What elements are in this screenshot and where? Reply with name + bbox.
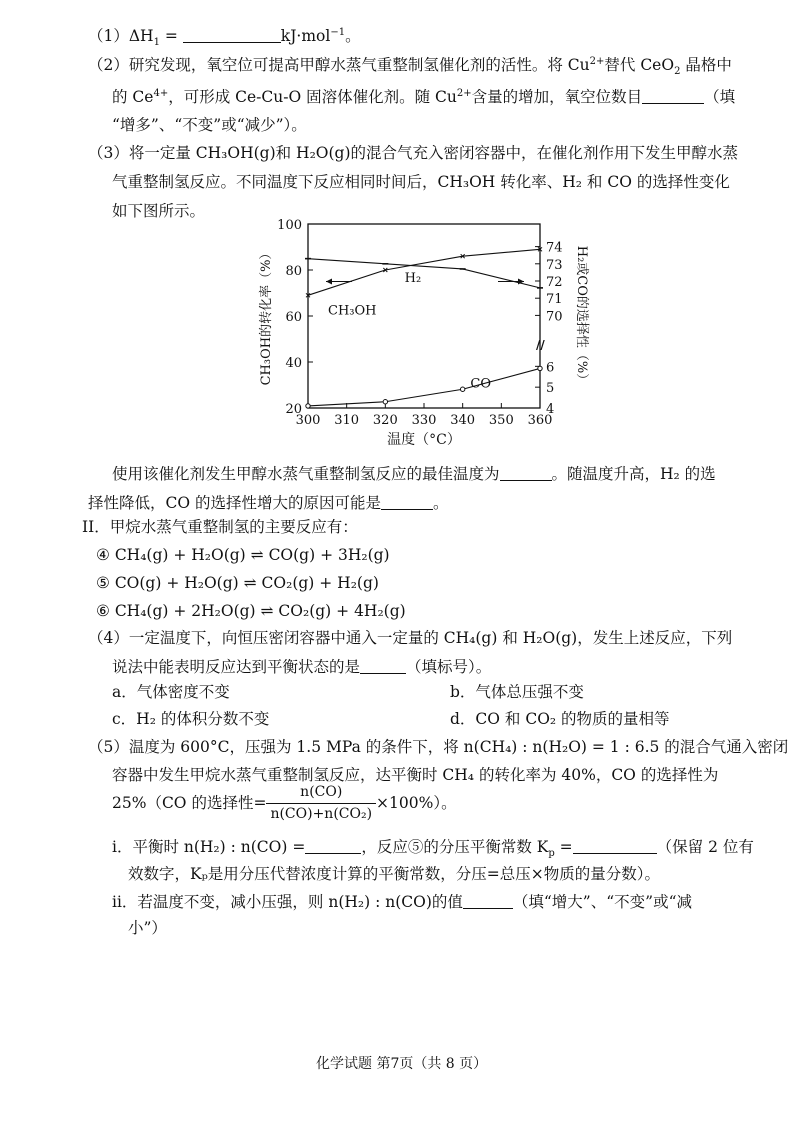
y-right-lower-tick-label: 6	[546, 360, 555, 376]
x-tick-label: 330	[411, 413, 437, 428]
left-axis-arrow-head	[326, 279, 332, 285]
y-right-upper-tick-label: 71	[546, 292, 563, 308]
y-left-tick-label: 80	[285, 264, 302, 279]
x-axis-label: 温度（°C）	[387, 432, 461, 448]
axis-break-mark: //	[536, 338, 545, 352]
q5-ii-line-1: ⅱ．若温度不变，减小压强，则 n(H₂) : n(CO)的值 （填“增大”、“不变”或“减	[112, 893, 692, 911]
y-left-axis-label: CH₃OH的转化率（%）	[259, 246, 274, 386]
y-right-axis-label: H₂或CO的选择性（%）	[574, 245, 589, 387]
answer-blank-q5-ii[interactable]	[463, 894, 513, 909]
series-line-right-lower	[308, 368, 540, 406]
q3-line-1: （3）将一定量 CH₃OH(g)和 H₂O(g)的混合气充入密闭容器中，在催化剂作用下发生甲醇水蒸	[88, 144, 739, 162]
reaction-6: ⑥ CH₄(g) + 2H₂O(g) ⇌ CO₂(g) + 4H₂(g)	[96, 602, 406, 620]
q5-i-line-2: 效数字，Kₚ是用分压代替浓度计算的平衡常数，分压=总压×物质的量分数）。	[128, 865, 661, 883]
page-footer: 化学试题 第7页（共 8 页）	[316, 1056, 488, 1072]
q4-line-1: （4）一定温度下，向恒压密闭容器中通入一定量的 CH₄(g) 和 H₂O(g)，发生上述反应，下列	[88, 629, 733, 647]
q2-line-1: （2）研究发现，氧空位可提高甲醇水蒸气重整制氢催化剂的活性。将 $Cu^{2+}$替代 CeO$_2$ 晶格中	[88, 55, 732, 78]
answer-blank-q2[interactable]	[642, 89, 704, 104]
q1-line: $(1)\Delta H_1 = kJ\cdot mol^{-1}$。	[88, 26, 361, 49]
y-left-tick-label: 60	[285, 310, 302, 325]
q4-option-a[interactable]: a．气体密度不变	[112, 683, 230, 701]
x-tick-label: 320	[372, 413, 398, 428]
q3-line-2: 气重整制氢反应。不同温度下反应相同时间后，CH₃OH 转化率、H₂ 和 CO 的选择性变化	[112, 173, 730, 191]
y-right-lower-tick-label: 4	[546, 402, 555, 417]
methanol-reforming-chart	[250, 212, 600, 452]
y-left-tick-label: 100	[277, 218, 302, 233]
part-ii-title: II．甲烷水蒸气重整制氢的主要反应有：	[82, 518, 358, 536]
q4-option-b[interactable]: b．气体总压强不变	[450, 683, 584, 701]
series-label-ch3oh: CH₃OH	[328, 303, 377, 319]
q3-line-3: 如下图所示。	[112, 202, 206, 220]
y-left-tick-label: 20	[285, 402, 302, 417]
data-point	[538, 366, 542, 370]
q4-option-c[interactable]: c．H₂ 的体积分数不变	[112, 710, 270, 728]
x-tick-label: 360	[527, 413, 553, 428]
y-right-upper-tick-label: 74	[546, 240, 563, 256]
y-right-upper-tick-label: 73	[546, 257, 563, 273]
reaction-5: ⑤ CO(g) + H₂O(g) ⇌ CO₂(g) + H₂(g)	[96, 574, 379, 592]
answer-blank-q3-reason[interactable]	[381, 495, 433, 510]
data-point	[306, 404, 310, 408]
data-point	[460, 387, 464, 391]
y-left-tick-label: 40	[285, 356, 302, 371]
reaction-4: ④ CH₄(g) + H₂O(g) ⇌ CO(g) + 3H₂(g)	[96, 546, 390, 564]
q2-line-2: 的 $Ce^{4+}$，可形成 Ce-Cu-O 固溶体催化剂。随 $Cu^{2+}$含量的增加，氧空位数目 （填	[112, 87, 736, 106]
y-right-lower-tick-label: 5	[546, 381, 555, 397]
series-label-h2: H₂	[404, 270, 422, 286]
co-selectivity-fraction: $\frac{n(CO)}{\text{n(CO)+n(CO₂)}}$	[266, 784, 376, 823]
q2-line-3: “增多”、“不变”或“减少”）。	[112, 116, 307, 134]
x-tick-label: 300	[295, 413, 321, 428]
answer-blank-q1[interactable]	[183, 28, 281, 43]
series-label-co: CO	[470, 376, 492, 392]
series-line-left	[308, 249, 540, 295]
answer-blank-q5-kp[interactable]	[573, 839, 657, 854]
answer-blank-q4[interactable]	[360, 659, 406, 674]
q4-line-2: 说法中能表明反应达到平衡状态的是 （填标号）。	[112, 658, 492, 676]
q5-line-1: （5）温度为 600°C，压强为 1.5 MPa 的条件下，将 n(CH₄) : n(H₂O) = 1 : 6.5 的混合气通入密闭	[88, 738, 789, 756]
y-right-upper-tick-label: 72	[546, 275, 563, 290]
x-tick-label: 340	[450, 413, 476, 428]
q3-after-line-1: 使用该催化剂发生甲醇水蒸气重整制氢反应的最佳温度为 。随温度升高，H₂ 的选	[112, 465, 716, 483]
q5-line-3: 25%（CO 的选择性= $\frac{n(CO)}{\text{n(CO)+n(CO₂)}}$ ×100%）。	[112, 784, 457, 822]
q5-i-line-1: ⅰ．平衡时 n(H₂) : n(CO) = ，反应⑤的分压平衡常数 $K_p$ = （保留 2 位有	[112, 838, 754, 860]
answer-blank-q3-temp[interactable]	[500, 466, 552, 481]
answer-blank-q5-ratio[interactable]	[305, 839, 361, 854]
q5-line-2: 容器中发生甲烷水蒸气重整制氢反应，达平衡时 CH₄ 的转化率为 40%，CO 的选择性为	[112, 766, 719, 784]
q4-option-d[interactable]: d．CO 和 CO₂ 的物质的量相等	[450, 710, 670, 728]
q5-ii-line-2: 小”）	[128, 919, 167, 937]
x-tick-label: 350	[488, 413, 514, 428]
data-point	[383, 400, 387, 404]
q3-after-line-2: 择性降低，CO 的选择性增大的原因可能是 。	[88, 494, 449, 512]
x-tick-label: 310	[334, 413, 360, 428]
y-right-upper-tick-label: 70	[546, 309, 563, 325]
